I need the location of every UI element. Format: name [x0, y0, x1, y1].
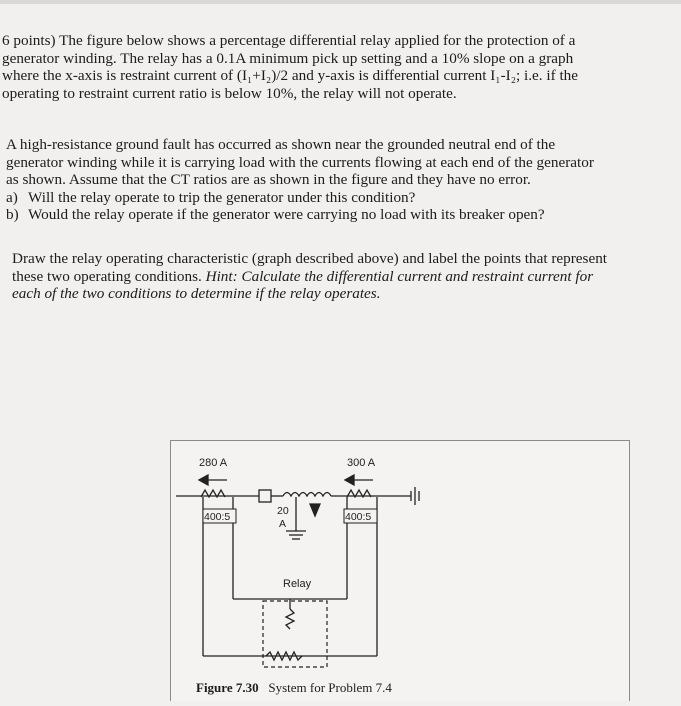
problem-statement	[2, 32, 578, 102]
question-a	[6, 189, 594, 207]
page-top-edge	[0, 0, 681, 4]
fault-current-value: 20	[277, 505, 289, 517]
instructions-line-1: Draw the relay operating characteristic (graph described above) and label the points that represent	[12, 250, 608, 267]
instructions	[12, 250, 607, 303]
instructions-line-2-text: these two operating conditions.	[12, 267, 206, 285]
right-ct-ratio: 400:5	[345, 511, 372, 523]
question-a-label: a)	[6, 188, 18, 206]
circuit-diagram	[171, 441, 629, 701]
left-current-label: 280 A	[199, 457, 228, 469]
relay-label: Relay	[283, 578, 312, 590]
scenario-line-2: generator winding while it is carrying load with the currents flowing at each end of the generator	[6, 153, 594, 171]
question-b	[6, 206, 594, 224]
figure-frame	[170, 440, 630, 701]
right-current-label: 300 A	[347, 457, 376, 469]
problem-line-3: where the x-axis is restraint current of (I₁+I₂)/2 and y-axis is differential current I₁-I₂; i.e. if the	[2, 67, 578, 85]
caption-label: Figure 7.30	[196, 680, 259, 695]
problem-line-4: operating to restraint current ratio is below 10%, the relay will not operate.	[2, 84, 457, 102]
caption-text: System for Problem 7.4	[268, 680, 392, 695]
scenario-line-3: as shown. Assume that the CT ratios are as shown in the figure and they have no error.	[6, 171, 531, 189]
problem-line-2: generator winding. The relay has a 0.1A minimum pick up setting and a 10% slope on a graph	[2, 49, 574, 67]
figure-caption	[196, 680, 392, 696]
instructions-line-2	[12, 268, 607, 286]
hint-text: Hint: Calculate the differential current and restraint current for	[205, 267, 594, 285]
left-ct-ratio: 400:5	[204, 511, 231, 523]
problem-line-1: 6 points) The figure below shows a percentage differential relay applied for the protection of a	[2, 32, 576, 49]
question-a-text: Will the relay operate to trip the generator under this condition?	[28, 188, 416, 206]
scenario-line-1: A high-resistance ground fault has occurred as shown near the grounded neutral end of the	[6, 136, 556, 153]
scenario-statement	[6, 136, 594, 224]
fault-current-unit: A	[279, 518, 287, 530]
instructions-line-3: each of the two conditions to determine if the relay operates.	[12, 285, 381, 303]
question-b-text: Would the relay operate if the generator were carrying no load with its breaker open?	[28, 206, 545, 224]
question-b-label: b)	[6, 206, 19, 224]
